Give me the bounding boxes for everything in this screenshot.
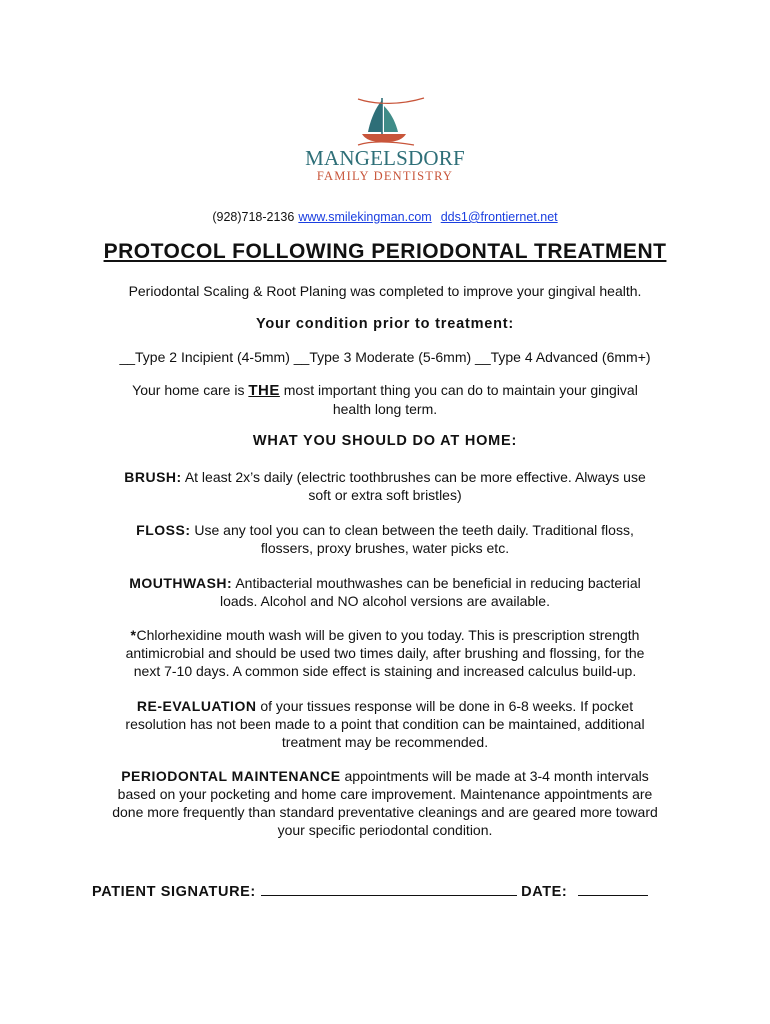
reevaluation-line1: of your tissues response will be done in 6-8 weeks. If pocket [260,698,634,714]
mouthwash-label: MOUTHWASH: [129,575,233,591]
floss-line2: flossers, proxy brushes, water picks etc. [260,540,510,556]
chlorhexidine-line1: Chlorhexidine mouth wash will be given to you today. This is prescription strength [136,627,640,643]
email-link[interactable]: dds1@frontiernet.net [440,210,558,224]
date-label: DATE: [521,884,568,900]
chlorhexidine-line3: next 7-10 days. A common side effect is staining and increased calculus build-up. [133,663,637,679]
maintenance-label: PERIODONTAL MAINTENANCE [121,768,341,784]
chlorhexidine-line2: antimicrobial and should be used two times daily, after brushing and flossing, for the [125,645,645,661]
homecare-line1: most important thing you can do to maintain your gingival [283,382,638,398]
contact-line [0,210,770,224]
homecare-before: Your home care is [132,382,245,398]
logo-wordmark: MANGELSDORF [305,146,465,170]
practice-logo [300,96,470,196]
chlorhexidine-paragraph [60,626,710,680]
floss-paragraph [60,521,710,557]
brush-line2: soft or extra soft bristles) [308,487,462,503]
reevaluation-label: RE-EVALUATION [136,698,257,714]
reevaluation-paragraph [60,697,710,751]
date-line[interactable] [578,883,648,896]
maintenance-paragraph [50,767,720,839]
patient-signature-label: PATIENT SIGNATURE: [92,884,256,900]
brush-paragraph [60,468,710,504]
signature-row [92,883,692,900]
reevaluation-line3: treatment may be recommended. [281,734,489,750]
logo-swoosh [356,96,426,106]
phone-number: (928)718-2136 [212,210,295,224]
brush-line1: At least 2x’s daily (electric toothbrushes can be more effective. Always use [184,469,646,485]
page-title: PROTOCOL FOLLOWING PERIODONTAL TREATMENT [103,240,667,263]
home-heading: WHAT YOU SHOULD DO AT HOME: [252,433,518,449]
condition-heading: Your condition prior to treatment: [255,316,515,332]
condition-options: __Type 2 Incipient (4-5mm) __Type 3 Moderate (5-6mm) __Type 4 Advanced (6mm+) [119,349,651,365]
homecare-paragraph [60,381,710,418]
maintenance-line2: based on your pocketing and home care improvement. Maintenance appointments are [117,786,653,802]
floss-line1: Use any tool you can to clean between the teeth daily. Traditional floss, [194,522,634,538]
patient-signature-line[interactable] [261,883,517,896]
logo-subtitle: FAMILY DENTISTRY [316,169,454,183]
homecare-emphasis: THE [248,382,280,399]
mouthwash-line2: loads. Alcohol and NO alcohol versions are available. [220,593,550,609]
maintenance-line3: done more frequently than standard preventative cleanings and are geared more toward [112,804,658,820]
website-link[interactable]: www.smilekingman.com [298,210,432,224]
maintenance-line1: appointments will be made at 3-4 month intervals [344,768,649,784]
brush-label: BRUSH: [124,469,182,485]
mouthwash-paragraph [60,574,710,610]
homecare-line2: health long term. [332,401,438,417]
reevaluation-line2: resolution has not been made to a point that condition can be maintained, additional [125,716,645,732]
maintenance-line4: your specific periodontal condition. [277,822,493,838]
mouthwash-line1: Antibacterial mouthwashes can be beneficial in reducing bacterial [235,575,641,591]
asterisk: * [130,627,137,643]
floss-label: FLOSS: [136,522,191,538]
intro-text: Periodontal Scaling & Root Planing was completed to improve your gingival health. [128,283,642,299]
